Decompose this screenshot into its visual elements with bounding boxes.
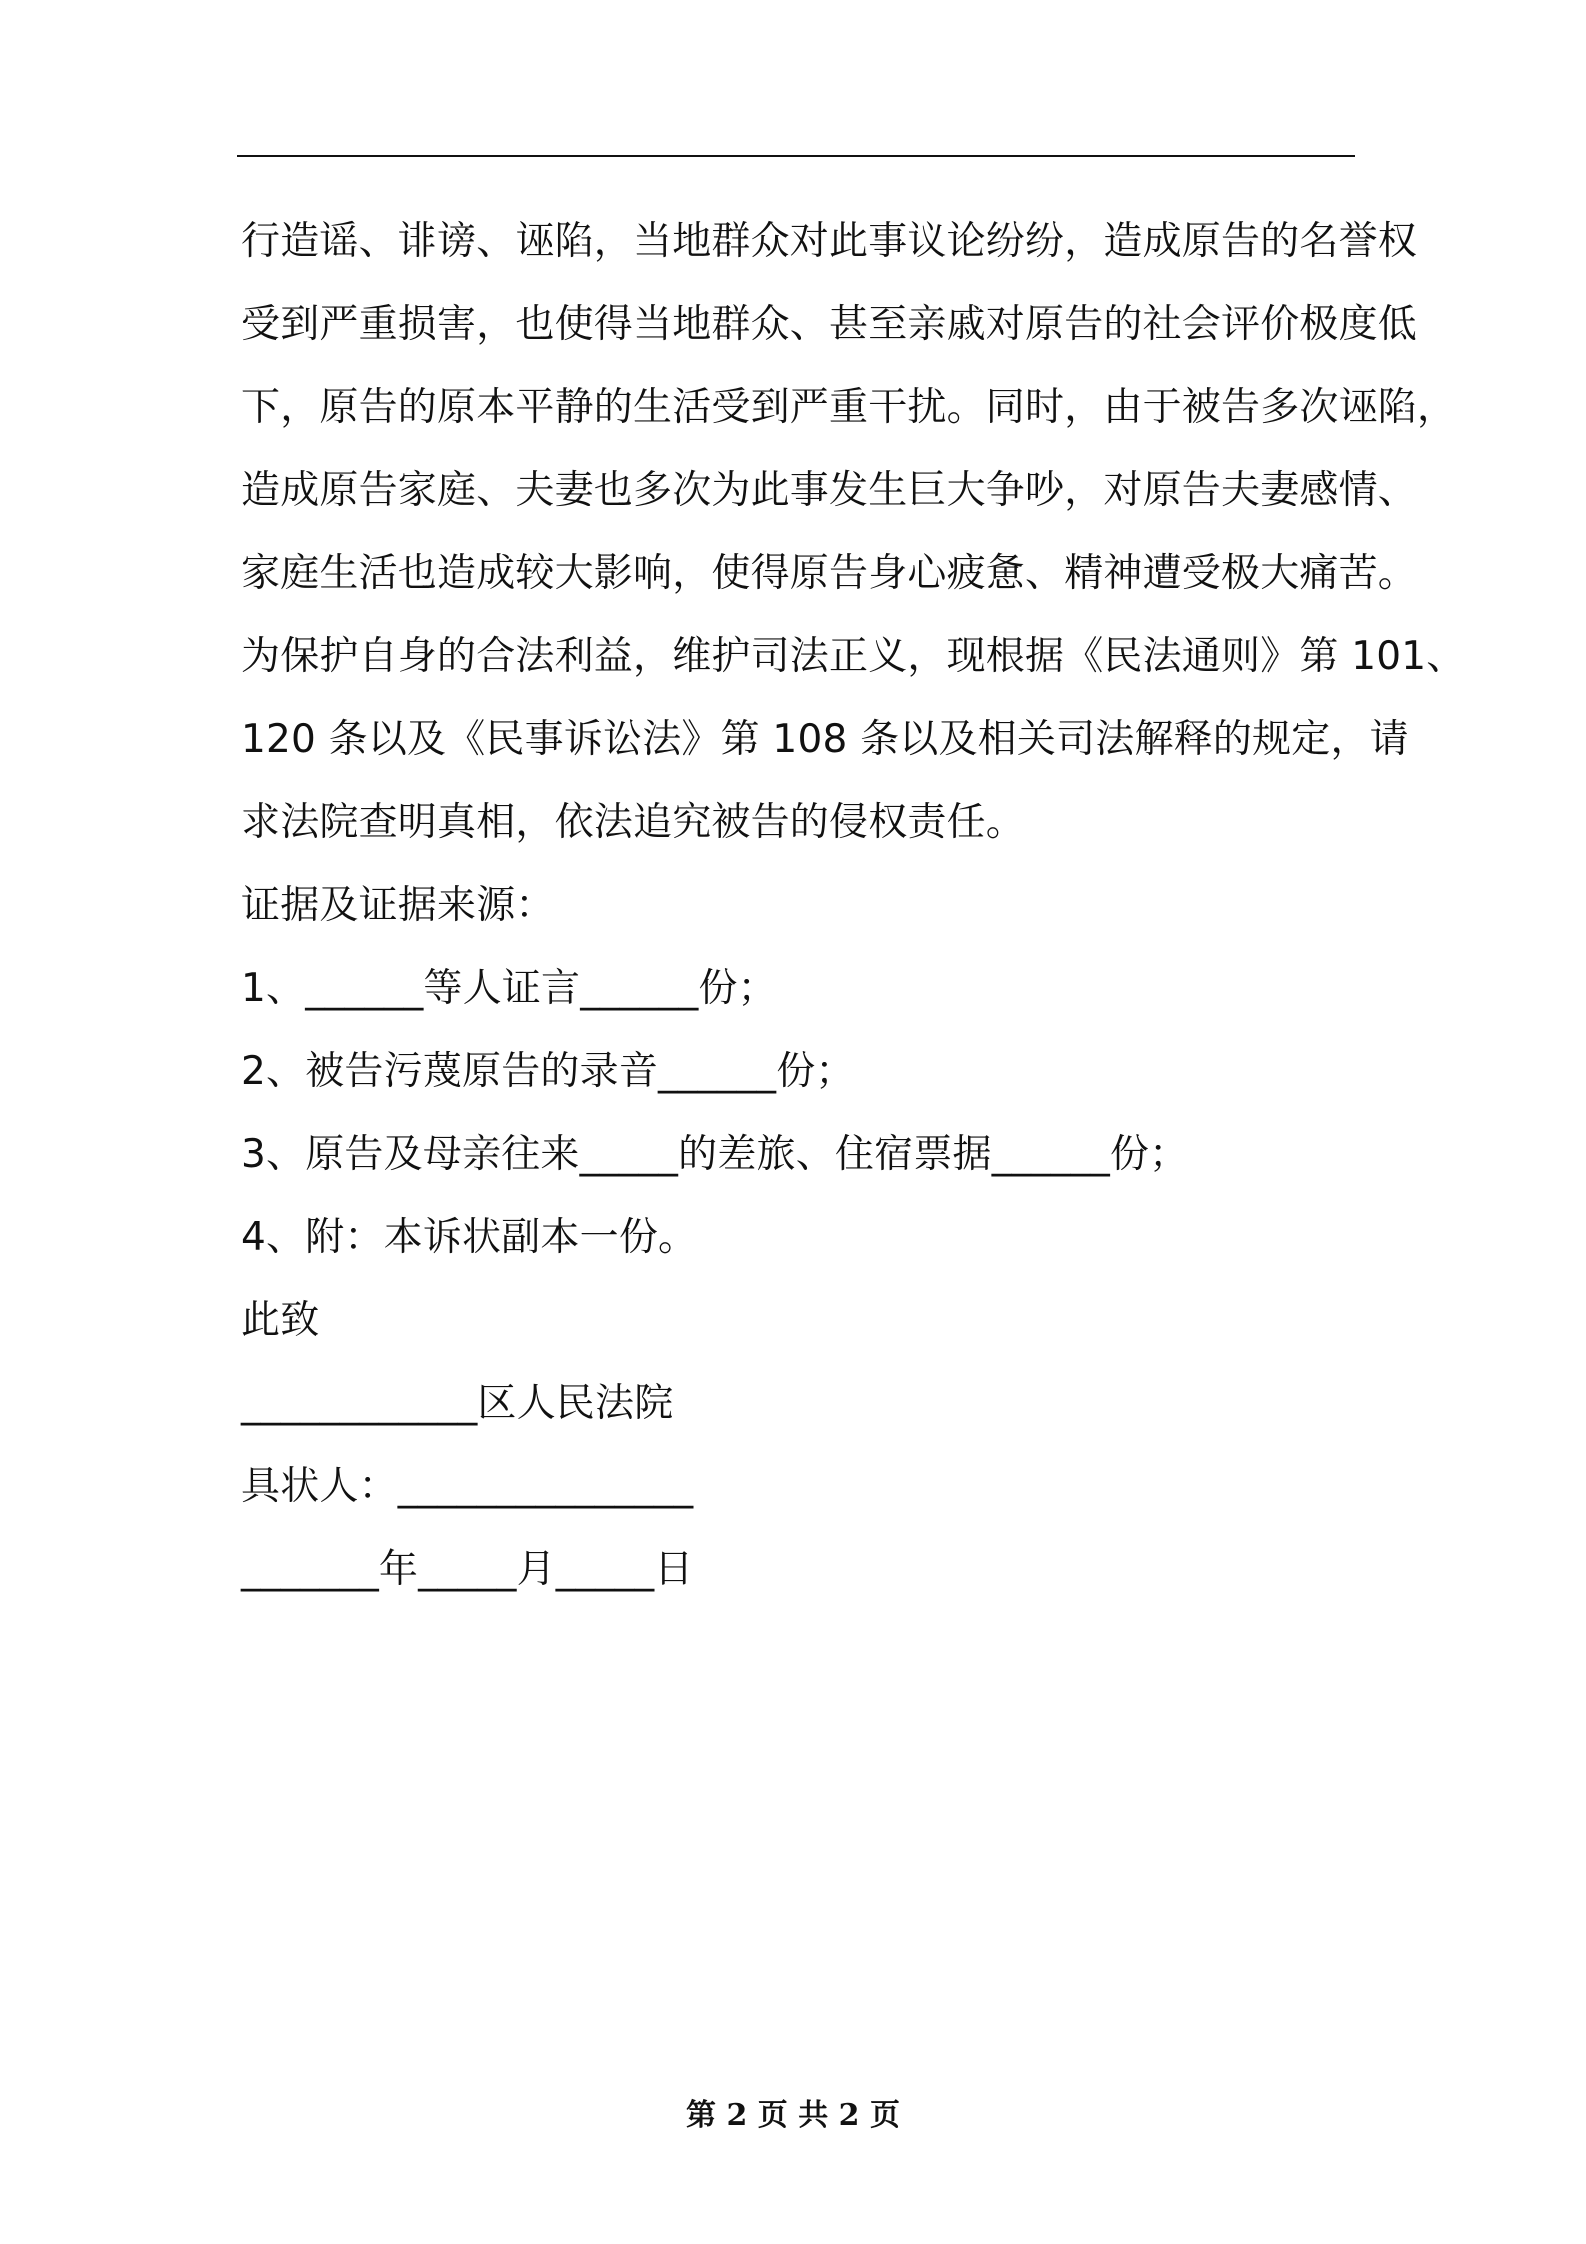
paragraph-line: 造成原告家庭、夫妻也多次为此事发生巨大争吵，对原告夫妻感情、 <box>241 468 1418 513</box>
date-line: _______年_____月_____日 <box>241 1547 694 1592</box>
page-number: 第 2 页 共 2 页 <box>686 2098 900 2133</box>
closing-salutation: 此致 <box>241 1298 320 1343</box>
evidence-heading: 证据及证据来源： <box>241 883 555 928</box>
evidence-item: 4、附：本诉状副本一份。 <box>241 1215 698 1260</box>
paragraph-line: 为保护自身的合法利益，维护司法正义，现根据《民法通则》第 101、 <box>241 634 1466 679</box>
document-body <box>241 200 1466 1611</box>
paragraph-line: 受到严重损害，也使得当地群众、甚至亲戚对原告的社会评价极度低 <box>241 302 1418 347</box>
evidence-item: 3、原告及母亲往来_____的差旅、住宿票据______份； <box>241 1132 1189 1177</box>
court-name: ____________区人民法院 <box>241 1381 674 1426</box>
paragraph-line: 家庭生活也造成较大影响，使得原告身心疲惫、精神遭受极大痛苦。 <box>241 551 1418 596</box>
paragraph-line: 行造谣、诽谤、诬陷，当地群众对此事议论纷纷，造成原告的名誉权 <box>241 219 1418 264</box>
paragraph-line: 求法院查明真相，依法追究被告的侵权责任。 <box>241 800 1026 845</box>
evidence-item: 1、______等人证言______份； <box>241 966 777 1011</box>
paragraph-line: 下，原告的原本平静的生活受到严重干扰。同时，由于被告多次诬陷， <box>241 385 1457 430</box>
signer-line: 具状人：_______________ <box>241 1464 694 1509</box>
paragraph-line: 120 条以及《民事诉讼法》第 108 条以及相关司法解释的规定，请 <box>241 717 1409 762</box>
evidence-item: 2、被告污蔑原告的录音______份； <box>241 1049 855 1094</box>
header-rule <box>237 155 1355 157</box>
